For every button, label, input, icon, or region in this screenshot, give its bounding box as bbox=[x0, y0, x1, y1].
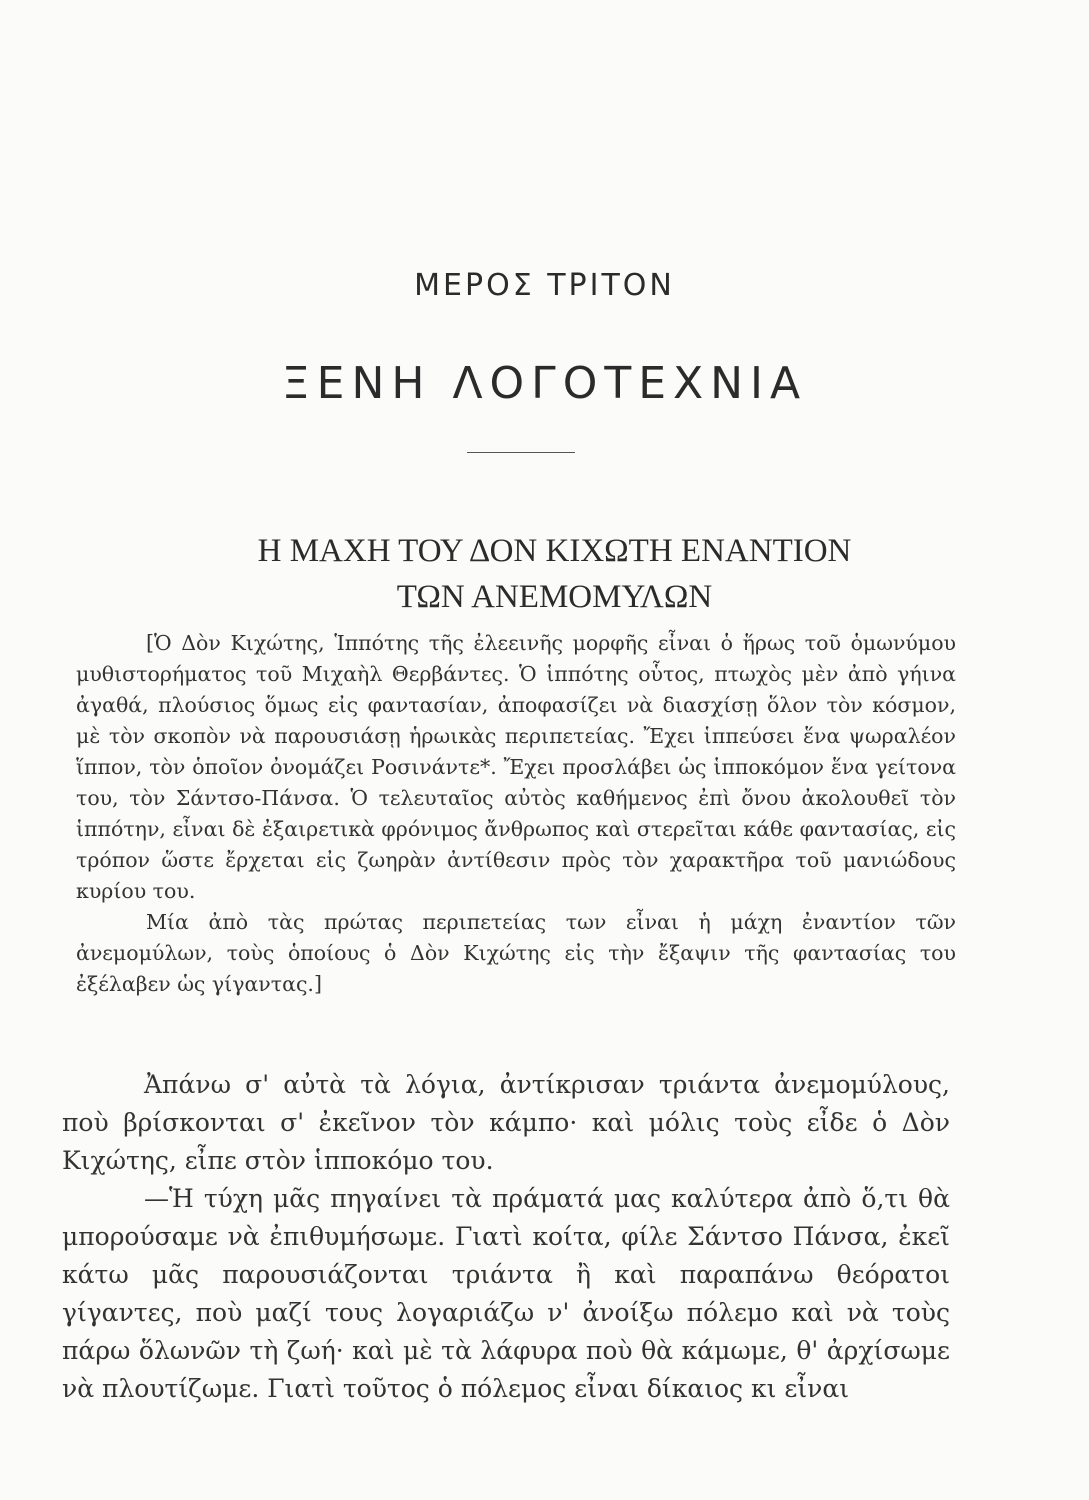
story-title-line-1: Η ΜΑΧΗ ΤΟΥ ΔΟΝ ΚΙΧΩΤΗ ΕΝΑΝΤΙΟΝ bbox=[257, 533, 852, 569]
introduction bbox=[76, 628, 956, 1000]
intro-paragraph-2: Μία ἀπὸ τὰς πρώτας περιπετείας των εἶναι ἡ μάχη ἐναντίον τῶν ἀνεμομύλων, τοὺς ὁποίους ὁ Δὸν Κιχώτης εἰς τὴν ἔξαψιν τῆς φαντασίας του ἐξέλαβεν ὡς γίγαντας.] bbox=[76, 910, 956, 996]
intro-paragraph-1: [Ὁ Δὸν Κιχώτης, Ἱππότης τῆς ἐλεεινῆς μορφῆς εἶναι ὁ ἥρως τοῦ ὁμωνύμου μυθιστορήματος τοῦ Μιχαὴλ Θερβάντες. Ὁ ἱππότης οὗτος, πτωχὸς μὲν ἀπὸ γήινα ἀγαθά, πλούσιος ὅμως εἰς φαντασίαν, ἀποφασίζει νὰ διασχίσῃ ὅλον τὸν κόσμον, μὲ τὸν σκοπὸν νὰ παρουσιάσῃ ἡρωικὰς περιπετείας. Ἔχει ἱππεύσει ἕνα ψωραλέον ἵππον, τὸν ὁποῖον ὀνομάζει Ροσινάντε*. Ἔχει προσλάβει ὡς ἱπποκόμον ἕνα γείτονα του, τὸν Σάντσο-Πάνσα. Ὁ τελευταῖος αὐτὸς καθήμενος ἐπὶ ὄνου ἀκολουθεῖ τὸν ἱππότην, εἶναι δὲ ἐξαιρετικὰ φρόνιμος ἄνθρωπος καὶ στερεῖται κάθε φαντασίας, εἰς τρόπον ὥστε ἔρχεται εἰς ζωηρὰν ἀντίθεσιν πρὸς τὸν χαρακτῆρα τοῦ μανιώδους κυρίου του. bbox=[76, 631, 956, 903]
story-title bbox=[0, 528, 1089, 620]
section-title: ΞΕΝΗ ΛΟΓΟΤΕΧΝΙΑ bbox=[281, 358, 808, 409]
body-paragraph-2: —Ἡ τύχη μᾶς πηγαίνει τὰ πράματά μας καλύτερα ἀπὸ ὅ,τι θὰ μπορούσαμε νὰ ἐπιθυμήσωμε. Γιατὶ κοίτα, φίλε Σάντσο Πάνσα, ἐκεῖ κάτω μᾶς παρουσιάζονται τριάντα ἢ καὶ παραπάνω θεόρατοι γίγαντες, ποὺ μαζί τους λογαριάζω ν' ἀνοίξω πόλεμο καὶ νὰ τοὺς πάρω ὅλωνῶν τὴ ζωή· καὶ μὲ τὰ λάφυρα ποὺ θὰ κάμωμε, θ' ἀρχίσωμε νὰ πλουτίζωμε. Γιατὶ τοῦτος ὁ πόλεμος εἶναι δίκαιος κι εἶναι bbox=[62, 1184, 950, 1403]
part-label: ΜΕΡΟΣ ΤΡΙΤΟΝ bbox=[414, 268, 675, 303]
story-title-line-2: ΤΩΝ ΑΝΕΜΟΜΥΛΩΝ bbox=[396, 579, 713, 615]
body-paragraph-1: Ἀπάνω σ' αὐτὰ τὰ λόγια, ἀντίκρισαν τριάντα ἀνεμομύλους, ποὺ βρίσκονται σ' ἐκεῖνον τὸν κάμπο· καὶ μόλις τοὺς εἶδε ὁ Δὸν Κιχώτης, εἶπε στὸν ἱπποκόμο του. bbox=[62, 1070, 950, 1175]
story-body bbox=[62, 1066, 950, 1408]
title-divider bbox=[467, 452, 575, 453]
